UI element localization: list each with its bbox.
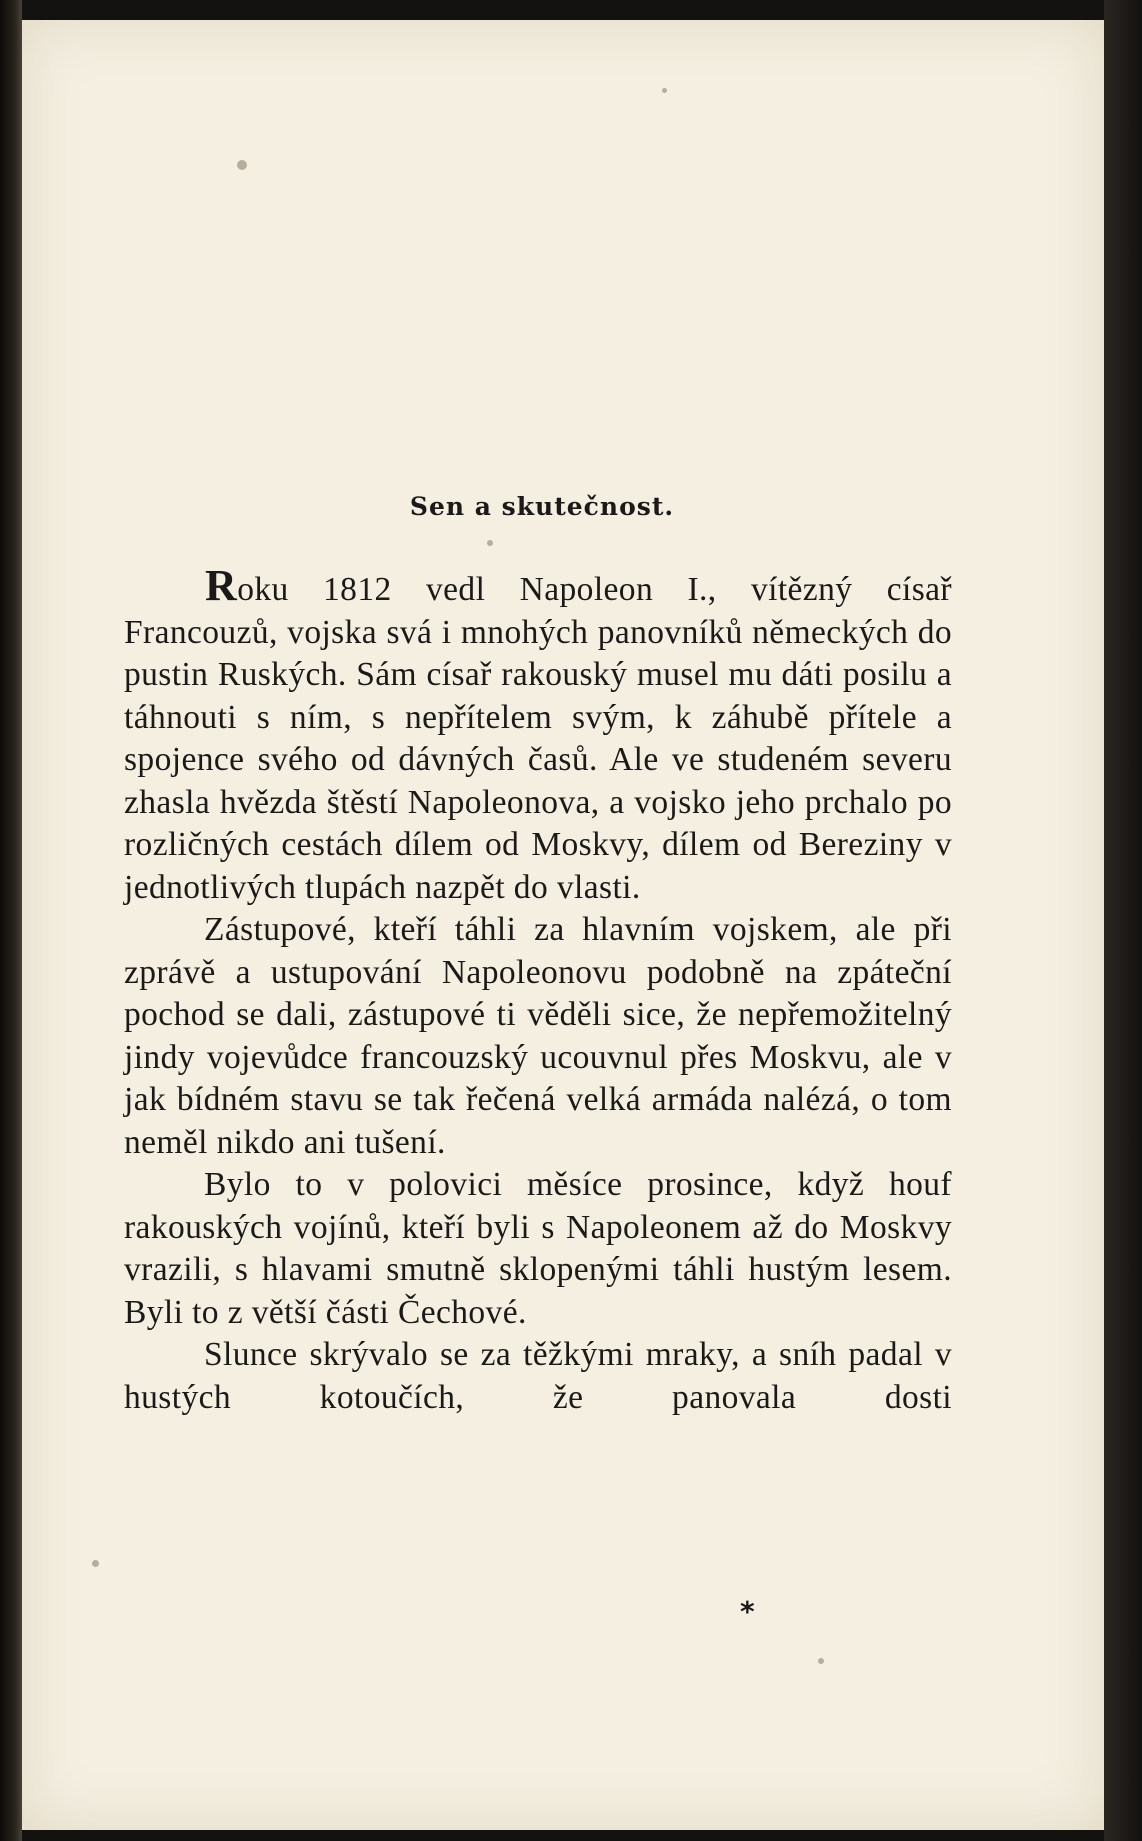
signature-mark: * [740, 1595, 755, 1628]
paragraph-3: Bylo to v polovici měsíce prosince, když houf rakouských vojínů, kteří byli s Napoleonem až do Moskvy vrazili, s hlavami smutně sklopenými táhli hustým lesem. Byli to z větší části Čechové. [124, 1166, 952, 1331]
paper-speck [237, 160, 247, 170]
paragraph-1-text: oku 1812 vedl Napoleon I., vítězný císař Francouzů, vojska svá i mnohých panovníků německých do pustin Ruských. Sám císař rakouský musel mu dáti posilu a táhnouti s ním, s nepřítelem svým, k záhubě přítele a spojence svého od dávných časů. Ale ve studeném severu zhasla hvězda štěstí Napoleonova, a vojsko jeho prchalo po rozličných cestách dílem od Moskvy, dílem od Bereziny v jednotlivých tlupách nazpět do vlasti. [124, 571, 952, 906]
page-text [124, 492, 952, 1419]
paper-speck [92, 1560, 99, 1567]
paper-speck [818, 1658, 824, 1664]
paper-speck [662, 88, 667, 93]
book-spine-shadow [0, 0, 22, 1841]
chapter-title: Sen a skutečnost. [409, 492, 675, 521]
paragraph-4: Slunce skrývalo se za těžkými mraky, a sníh padal v hustých kotoučích, že panovala dosti [124, 1336, 952, 1416]
page-edge-shadow [1104, 0, 1142, 1841]
paragraph-1 [124, 561, 952, 909]
paragraph-2: Zástupové, kteří táhli za hlavním vojskem, ale při zprávě a ustupování Napoleonovu podobně na zpáteční pochod se dali, zástupové ti věděli sice, že nepřemožitelný jindy vojevůdce francouzský ucouvnul přes Moskvu, ale v jak bídném stavu se tak řečená velká armáda nalézá, o tom neměl nikdo ani tušení. [124, 911, 952, 1161]
drop-cap: R [205, 561, 238, 610]
